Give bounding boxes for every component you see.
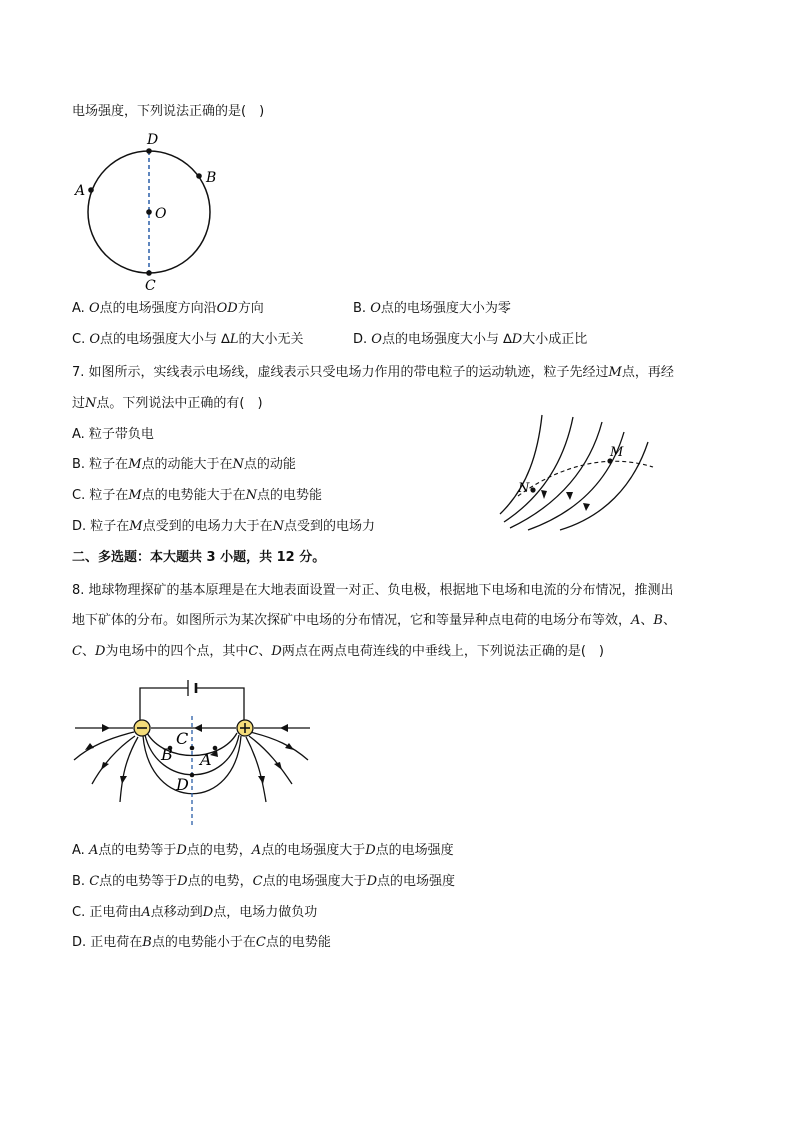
- field-arrow: [85, 743, 94, 750]
- field-line: [250, 732, 308, 760]
- label-c: C: [145, 278, 156, 294]
- positive-charge: [237, 720, 253, 736]
- wire: [140, 688, 188, 720]
- point-d: [190, 773, 195, 778]
- field-arrow: [566, 492, 573, 500]
- label-d: D: [176, 775, 189, 794]
- point-a: [213, 746, 218, 751]
- negative-charge: [134, 720, 150, 736]
- field-arrow: [120, 776, 127, 784]
- label-n: N: [518, 481, 530, 496]
- point-n: [530, 487, 535, 492]
- field-arrow: [541, 490, 547, 499]
- q8-option-b: B. C点的电势等于D点的电势，C点的电场强度大于D点的电场强度: [72, 874, 456, 889]
- q8-option-d: D. 正电荷在B点的电势能小于在C点的电势能: [72, 935, 331, 950]
- q8-stem-line2: 地下矿体的分布。如图所示为某次探矿中电场的分布情况，它和等量异种点电荷的电场分布等效，A、B、: [72, 613, 676, 628]
- q6-option-b: B. O点的电场强度大小为零: [353, 301, 511, 316]
- label-m: M: [610, 445, 624, 460]
- point-c: [190, 746, 195, 751]
- field-line: [74, 732, 134, 760]
- field-line: [500, 415, 542, 514]
- field-line: [120, 737, 138, 802]
- label-d: D: [147, 132, 159, 148]
- field-arrow: [285, 743, 294, 750]
- label-a: A: [200, 750, 212, 769]
- field-line: [510, 422, 602, 528]
- point-b: [196, 173, 202, 179]
- point-a: [88, 187, 94, 193]
- label-b: B: [206, 170, 217, 186]
- field-line: [246, 737, 266, 802]
- dipole-field-figure: [70, 678, 315, 828]
- field-line: [504, 417, 573, 522]
- field-arrow: [101, 762, 109, 770]
- particle-trajectory: [518, 461, 653, 496]
- field-arrow: [274, 762, 282, 770]
- field-lines-figure: [498, 412, 658, 530]
- wire: [196, 688, 244, 720]
- q7-option-a: A. 粒子带负电: [72, 427, 154, 442]
- field-arrow: [194, 724, 202, 732]
- field-line: [560, 442, 648, 530]
- q7-stem-line2: 过N点。下列说法中正确的有( ): [72, 396, 263, 411]
- circle-figure: [70, 130, 230, 295]
- q8-stem-line1: 8. 地球物理探矿的基本原理是在大地表面设置一对正、负电极，根据地下电场和电流的分布情况，推测出: [72, 583, 674, 598]
- point-d: [146, 148, 152, 154]
- field-arrow: [258, 776, 265, 784]
- q6-option-a: A. O点的电场强度方向沿OD方向: [72, 301, 264, 316]
- q7-option-d: D. 粒子在M点受到的电场力大于在N点受到的电场力: [72, 519, 375, 534]
- q8-stem-line3: C、D为电场中的四个点，其中C、D两点在两点电荷连线的中垂线上，下列说法正确的是( ): [72, 644, 604, 659]
- q6-option-c: C. O点的电场强度大小与 ∆L的大小无关: [72, 332, 304, 347]
- q7-stem-line1: 7. 如图所示，实线表示电场线，虚线表示只受电场力作用的带电粒子的运动轨迹，粒子先经过M点，再经: [72, 365, 674, 380]
- q6-option-d: D. O点的电场强度大小与 ∆D大小成正比: [353, 332, 588, 347]
- label-b: B: [161, 745, 173, 764]
- field-arrow: [280, 724, 288, 732]
- q7-option-c: C. 粒子在M点的电势能大于在N点的电势能: [72, 488, 323, 503]
- section-multi-choice-header: 二、多选题：本大题共 3 小题，共 12 分。: [72, 550, 326, 565]
- field-arrow: [583, 503, 590, 511]
- q8-option-c: C. 正电荷由A点移动到D点，电场力做负功: [72, 905, 318, 920]
- point-o: [146, 209, 152, 215]
- q8-option-a: A. A点的电势等于D点的电势，A点的电场强度大于D点的电场强度: [72, 843, 454, 858]
- field-arrow: [102, 724, 110, 732]
- point-c: [146, 270, 152, 276]
- field-line: [92, 736, 135, 784]
- label-c: C: [176, 729, 189, 748]
- label-o: O: [155, 206, 167, 222]
- q7-option-b: B. 粒子在M点的动能大于在N点的动能: [72, 457, 296, 472]
- label-a: A: [75, 183, 86, 199]
- question-6-stem-tail: 电场强度，下列说法正确的是( ): [72, 104, 265, 119]
